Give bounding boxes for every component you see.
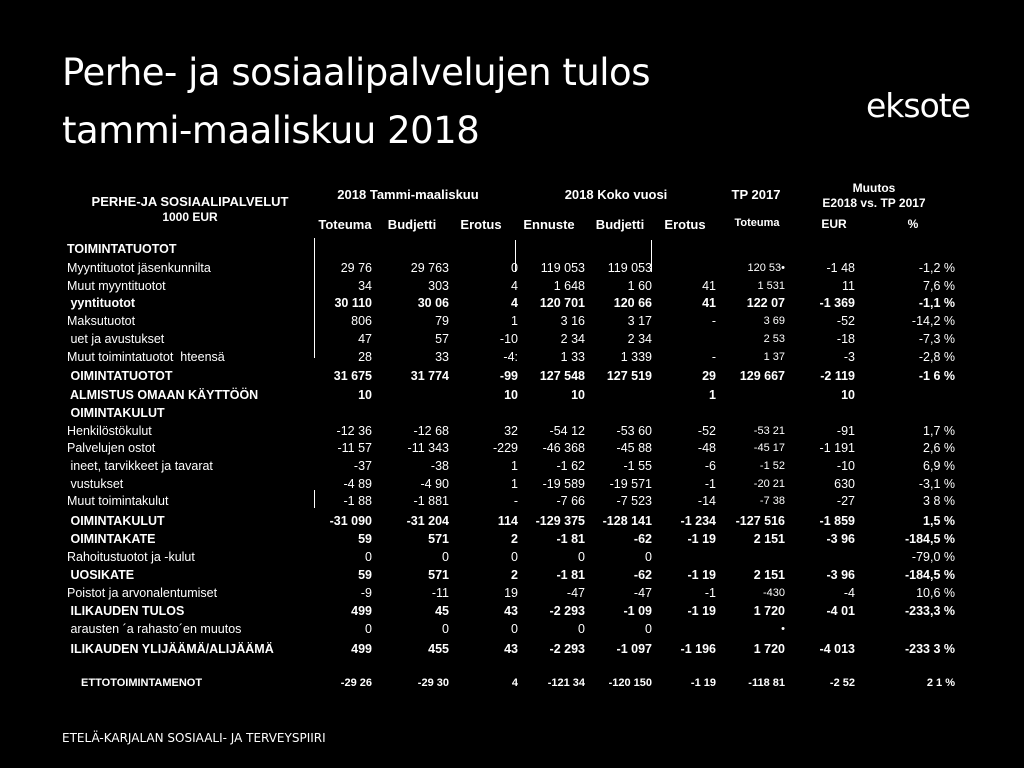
- title-line-1: Perhe- ja sosiaalipalvelujen tulos: [62, 51, 650, 94]
- table-cell: -1: [704, 586, 716, 600]
- table-cell: -14: [697, 494, 716, 508]
- table-row: [0, 457, 1024, 475]
- table-cell: 630: [834, 477, 855, 491]
- row-label: Muut myyntituotot: [67, 279, 166, 293]
- table-cell: -3 96: [826, 568, 855, 582]
- table-cell: 31 675: [333, 369, 372, 383]
- table-cell: 0: [442, 550, 449, 564]
- row-label: UOSIKATE: [67, 568, 135, 582]
- table-cell: -4 01: [826, 604, 855, 618]
- header-group-period: 2018 Tammi-maaliskuu: [337, 187, 479, 202]
- table-cell: -127 516: [735, 514, 785, 528]
- table-cell: -48: [697, 441, 716, 455]
- table-cell: 0: [511, 622, 518, 636]
- table-cell: -2 119: [820, 369, 855, 383]
- header-group-change-line1: Muutos: [852, 181, 896, 195]
- table-cell: -4 90: [420, 477, 449, 491]
- table-cell: -184,5 %: [904, 568, 955, 582]
- table-cell: 79: [435, 314, 449, 328]
- table-cell: -10: [499, 332, 518, 346]
- table-cell: 6,9 %: [923, 459, 955, 473]
- table-cell: 119 053: [607, 261, 652, 275]
- table-cell: 7,6 %: [923, 279, 955, 293]
- row-label: arausten ´a rahasto´en muutos: [67, 622, 242, 636]
- table-cell: 34: [358, 279, 372, 293]
- row-label: Poistot ja arvonalentumiset: [67, 586, 218, 600]
- table-cell: -4: [843, 586, 855, 600]
- row-label: Palvelujen ostot: [67, 441, 156, 455]
- table-row: [0, 404, 1024, 422]
- row-label: OIMINTAKULUT: [67, 514, 165, 528]
- table-cell: -430: [762, 587, 785, 599]
- table-cell: 0: [365, 622, 372, 636]
- table-cell: 2 34: [627, 332, 652, 346]
- table-row: [0, 512, 1024, 530]
- table-cell: -: [711, 314, 716, 328]
- column-header: Budjetti: [387, 217, 437, 232]
- table-cell: -4 013: [819, 642, 855, 656]
- table-cell: 0: [645, 622, 652, 636]
- table-cell: -1 81: [556, 568, 585, 582]
- table-cell: -6: [704, 459, 716, 473]
- table-cell: -53 60: [616, 424, 652, 438]
- table-cell: -1 19: [687, 604, 716, 618]
- table-row: [0, 240, 1024, 258]
- column-header: EUR: [821, 217, 847, 231]
- table-cell: -1 62: [556, 459, 585, 473]
- row-label: ALMISTUS OMAAN KÄYTTÖÖN: [67, 388, 259, 402]
- table-cell: 11: [842, 279, 855, 293]
- table-row: [0, 348, 1024, 366]
- table-cell: 3 8 %: [923, 494, 955, 508]
- table-cell: -7,3 %: [918, 332, 955, 346]
- table-row: [0, 312, 1024, 330]
- table-cell: -233 3 %: [904, 642, 955, 656]
- table-cell: 2: [511, 532, 518, 546]
- table-cell: -1 55: [623, 459, 652, 473]
- column-header: %: [907, 217, 919, 231]
- table-cell: -1 19: [687, 568, 716, 582]
- table-cell: 43: [504, 604, 518, 618]
- table-cell: -37: [353, 459, 372, 473]
- table-cell: 120 66: [613, 296, 652, 310]
- table-cell: 10,6 %: [916, 586, 955, 600]
- table-cell: 2: [511, 568, 518, 582]
- table-cell: 2,6 %: [923, 441, 955, 455]
- table-cell: -: [513, 494, 518, 508]
- column-header: Erotus: [460, 217, 502, 232]
- column-header: Ennuste: [523, 217, 575, 232]
- table-cell: 1 720: [753, 642, 785, 656]
- row-label: OIMINTAKATE: [67, 532, 156, 546]
- table-cell: 1 37: [763, 351, 785, 363]
- table-cell: -1 097: [616, 642, 652, 656]
- table-cell: 499: [351, 642, 372, 656]
- table-cell: -29 30: [417, 677, 449, 689]
- table-cell: 122 07: [746, 296, 785, 310]
- row-label: ETTOTOIMINTAMENOT: [78, 677, 203, 689]
- table-cell: 59: [358, 532, 372, 546]
- table-row: [0, 492, 1024, 510]
- table-cell: -1 19: [690, 677, 716, 689]
- table-cell: 4: [511, 677, 518, 689]
- title-line-2: tammi-maaliskuu 2018: [62, 109, 480, 152]
- table-cell: -46 368: [542, 441, 585, 455]
- table-cell: 455: [428, 642, 449, 656]
- table-cell: 2 151: [753, 568, 785, 582]
- table-cell: 1: [511, 314, 518, 328]
- table-cell: 0: [578, 622, 585, 636]
- table-row: [0, 584, 1024, 602]
- table-cell: 0: [645, 550, 652, 564]
- table-cell: 1 339: [620, 350, 652, 364]
- header-unit-line1: PERHE-JA SOSIAALIPALVELUT: [91, 194, 289, 209]
- table-cell: -11 57: [337, 441, 372, 455]
- table-cell: 2 1 %: [926, 677, 955, 689]
- table-cell: -2 293: [549, 604, 585, 618]
- row-label: yyntituotot: [67, 296, 136, 310]
- table-cell: -31 204: [406, 514, 449, 528]
- table-cell: -54 12: [549, 424, 585, 438]
- table-cell: 45: [435, 604, 449, 618]
- table-row: [0, 548, 1024, 566]
- table-cell: 499: [351, 604, 372, 618]
- table-cell: 10: [571, 388, 585, 402]
- table-cell: 1 720: [753, 604, 785, 618]
- header-group-year: 2018 Koko vuosi: [564, 187, 668, 202]
- table-cell: -3,1 %: [918, 477, 955, 491]
- table-cell: -18: [836, 332, 855, 346]
- table-cell: 0: [578, 550, 585, 564]
- table-cell: 1,5 %: [923, 514, 955, 528]
- column-header: Toteuma: [318, 217, 372, 232]
- table-cell: -4 89: [343, 477, 372, 491]
- table-cell: -12 68: [413, 424, 449, 438]
- table-cell: 4: [511, 296, 518, 310]
- table-cell: -229: [492, 441, 518, 455]
- table-cell: 10: [841, 388, 855, 402]
- table-row: [0, 640, 1024, 658]
- table-cell: -11: [431, 586, 449, 600]
- row-label: ILIKAUDEN YLIJÄÄMÄ/ALIJÄÄMÄ: [67, 642, 274, 656]
- table-cell: -1: [704, 477, 716, 491]
- table-cell: 1,7 %: [923, 424, 955, 438]
- table-cell: 41: [702, 296, 716, 310]
- table-cell: 1: [511, 477, 518, 491]
- footer-organization: ETELÄ-KARJALAN SOSIAALI- JA TERVEYSPIIRI: [62, 731, 326, 745]
- table-cell: -29 26: [340, 677, 372, 689]
- table-cell: 10: [504, 388, 518, 402]
- table-cell: 119 053: [540, 261, 585, 275]
- table-cell: 127 519: [606, 369, 652, 383]
- table-cell: -1 88: [343, 494, 372, 508]
- table-cell: 3 16: [560, 314, 585, 328]
- table-cell: -1 234: [680, 514, 716, 528]
- eksote-logo: eksote: [866, 86, 971, 125]
- table-cell: -45 17: [753, 442, 785, 454]
- table-row: [0, 422, 1024, 440]
- table-cell: -19 571: [609, 477, 652, 491]
- table-row: [0, 475, 1024, 493]
- table-row: [0, 294, 1024, 312]
- table-cell: -19 589: [542, 477, 585, 491]
- table-cell: -31 090: [329, 514, 372, 528]
- row-label: OIMINTAKULUT: [67, 406, 165, 420]
- table-cell: -10: [836, 459, 855, 473]
- table-cell: 571: [428, 532, 449, 546]
- table-cell: 120 701: [539, 296, 585, 310]
- table-cell: -118 81: [748, 677, 785, 689]
- table-cell: 1: [709, 388, 716, 402]
- table-row: [0, 330, 1024, 348]
- table-cell: 3 69: [763, 315, 785, 327]
- table-cell: 114: [497, 514, 518, 528]
- table-cell: -62: [633, 532, 652, 546]
- table-cell: 2 53: [763, 333, 785, 345]
- table-cell: -3: [843, 350, 855, 364]
- table-cell: -1 52: [759, 460, 785, 472]
- table-cell: -3 96: [826, 532, 855, 546]
- table-cell: -1 09: [623, 604, 652, 618]
- table-cell: 303: [428, 279, 449, 293]
- table-cell: 28: [358, 350, 372, 364]
- table-cell: 41: [702, 279, 716, 293]
- table-cell: -4:: [503, 350, 518, 364]
- table-cell: 1 60: [627, 279, 652, 293]
- table-cell: -52: [697, 424, 716, 438]
- table-cell: -1 191: [819, 441, 855, 455]
- row-label: Henkilöstökulut: [67, 424, 152, 438]
- table-cell: -1 196: [680, 642, 716, 656]
- row-label: ineet, tarvikkeet ja tavarat: [67, 459, 213, 473]
- table-row: [0, 674, 1024, 692]
- table-row: [0, 439, 1024, 457]
- table-cell: -7 66: [556, 494, 585, 508]
- table-cell: 2 151: [753, 532, 785, 546]
- row-label: Maksutuotot: [67, 314, 136, 328]
- table-row: [0, 259, 1024, 277]
- header-group-tp2017: TP 2017: [731, 187, 781, 202]
- row-label: Muut toimintatuotot hteensä: [67, 350, 225, 364]
- table-cell: -99: [499, 369, 518, 383]
- table-cell: 0: [442, 622, 449, 636]
- table-cell: 33: [435, 350, 449, 364]
- table-cell: 19: [504, 586, 518, 600]
- table-cell: -52: [836, 314, 855, 328]
- table-cell: -121 34: [547, 677, 585, 689]
- table-cell: -2 52: [829, 677, 855, 689]
- table-row: [0, 277, 1024, 295]
- row-label: OIMINTATUOTOT: [67, 369, 173, 383]
- table-cell: -53 21: [753, 425, 785, 437]
- table-cell: -2 293: [549, 642, 585, 656]
- table-cell: -62: [633, 568, 652, 582]
- table-cell: 1: [511, 459, 518, 473]
- column-header: Budjetti: [595, 217, 645, 232]
- table-cell: 0: [365, 550, 372, 564]
- table-cell: -233,3 %: [904, 604, 955, 618]
- table-cell: -184,5 %: [904, 532, 955, 546]
- table-cell: 127 548: [539, 369, 585, 383]
- table-cell: -1,1 %: [918, 296, 955, 310]
- table-cell: -45 88: [616, 441, 652, 455]
- row-label: vustukset: [67, 477, 124, 491]
- table-cell: •: [781, 623, 785, 635]
- table-cell: -20 21: [753, 478, 785, 490]
- table-cell: -1,2 %: [918, 261, 955, 275]
- table-cell: -1 19: [687, 532, 716, 546]
- table-cell: 57: [435, 332, 449, 346]
- table-cell: 30 110: [334, 296, 372, 310]
- table-row: [0, 367, 1024, 385]
- table-cell: 806: [351, 314, 372, 328]
- table-cell: 43: [504, 642, 518, 656]
- table-cell: -1 6 %: [918, 369, 955, 383]
- table-cell: -7 523: [616, 494, 652, 508]
- table-cell: -47: [566, 586, 585, 600]
- table-cell: 32: [504, 424, 518, 438]
- table-cell: -12 36: [336, 424, 372, 438]
- table-cell: 1 33: [560, 350, 585, 364]
- column-header: Toteuma: [734, 217, 780, 229]
- table-cell: 4: [511, 279, 518, 293]
- table-cell: 1 531: [757, 280, 785, 292]
- table-cell: 30 06: [417, 296, 449, 310]
- table-cell: 29: [702, 369, 716, 383]
- table-cell: 31 774: [410, 369, 449, 383]
- table-cell: 3 17: [627, 314, 652, 328]
- table-cell: -1 881: [413, 494, 449, 508]
- table-cell: -7 38: [759, 495, 785, 507]
- row-label: Muut toimintakulut: [67, 494, 169, 508]
- header-unit-line2: 1000 EUR: [162, 210, 218, 224]
- table-cell: 571: [428, 568, 449, 582]
- table-cell: -2,8 %: [918, 350, 955, 364]
- table-cell: 0: [511, 261, 518, 275]
- table-cell: -9: [360, 586, 372, 600]
- row-label: ILIKAUDEN TULOS: [67, 604, 185, 618]
- table-cell: 29 76: [340, 261, 372, 275]
- table-cell: -120 150: [608, 677, 652, 689]
- table-cell: -1 369: [819, 296, 855, 310]
- table-cell: 2 34: [560, 332, 585, 346]
- table-cell: -14,2 %: [911, 314, 955, 328]
- table-cell: -1 859: [819, 514, 855, 528]
- row-label: Myyntituotot jäsenkunnilta: [67, 261, 211, 275]
- table-row: [0, 566, 1024, 584]
- table-cell: -79,0 %: [911, 550, 955, 564]
- table-cell: -: [711, 350, 716, 364]
- table-cell: -47: [633, 586, 652, 600]
- table-cell: 1 648: [553, 279, 585, 293]
- table-cell: 29 763: [410, 261, 449, 275]
- table-cell: -128 141: [602, 514, 652, 528]
- table-cell: -11 343: [407, 441, 449, 455]
- table-cell: -129 375: [535, 514, 585, 528]
- row-label: uet ja avustukset: [67, 332, 165, 346]
- header-group-change-line2: E2018 vs. TP 2017: [822, 196, 926, 210]
- table-row: [0, 620, 1024, 638]
- table-cell: -91: [836, 424, 855, 438]
- table-cell: 10: [358, 388, 372, 402]
- table-cell: -1 81: [556, 532, 585, 546]
- table-cell: 59: [358, 568, 372, 582]
- table-cell: 129 667: [739, 369, 785, 383]
- page-title: [62, 44, 650, 160]
- table-cell: -1 48: [826, 261, 855, 275]
- table-row: [0, 602, 1024, 620]
- row-label: Rahoitustuotot ja -kulut: [67, 550, 195, 564]
- column-header: Erotus: [664, 217, 706, 232]
- table-row: [0, 530, 1024, 548]
- table-cell: 0: [511, 550, 518, 564]
- table-cell: -27: [836, 494, 855, 508]
- table-cell: 47: [358, 332, 372, 346]
- table-cell: -38: [430, 459, 449, 473]
- row-label: TOIMINTATUOTOT: [67, 242, 177, 256]
- table-cell: 120 53•: [747, 262, 785, 274]
- table-row: [0, 386, 1024, 404]
